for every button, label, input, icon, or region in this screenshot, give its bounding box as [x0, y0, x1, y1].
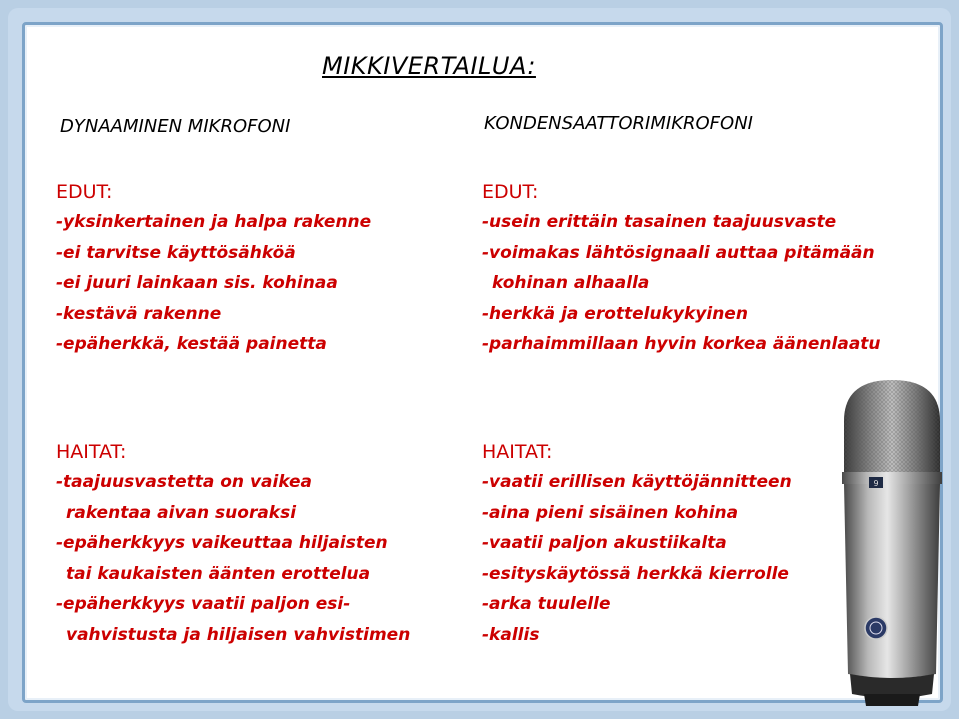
list-item: kohinan alhaalla: [492, 273, 650, 293]
list-item: -taajuusvastetta on vaikea: [56, 472, 313, 492]
list-item: -vaatii erillisen käyttöjännitteen: [482, 472, 792, 492]
svg-text:9: 9: [873, 479, 879, 488]
list-item: -usein erittäin tasainen taajuusvaste: [482, 212, 837, 232]
list-item: tai kaukaisten äänten erottelua: [66, 563, 371, 584]
list-item: rakentaa aivan suoraksi: [66, 502, 297, 523]
list-item: -yksinkertainen ja halpa rakenne: [56, 212, 372, 232]
list-item: -esityskäytössä herkkä kierrolle: [482, 563, 789, 584]
list-item: -vaatii paljon akustiikalta: [482, 533, 727, 553]
list-item: -ei juuri lainkaan sis. kohinaa: [56, 273, 338, 293]
list-item: -arka tuulelle: [482, 594, 611, 614]
left-pros-header: EDUT:: [56, 181, 113, 203]
list-item: -epäherkkyys vaatii paljon esi-: [56, 594, 351, 614]
right-pros: [482, 177, 881, 360]
list-item: vahvistusta ja hiljaisen vahvistimen: [66, 624, 411, 645]
left-cons-header: HAITAT:: [56, 441, 127, 463]
list-item: -epäherkkä, kestää painetta: [56, 334, 327, 354]
right-pros-header: EDUT:: [482, 181, 539, 203]
right-column-heading: KONDENSAATTORIMIKROFONI: [484, 113, 753, 134]
list-item: -aina pieni sisäinen kohina: [482, 502, 739, 523]
left-column-heading: DYNAAMINEN MIKROFONI: [60, 116, 291, 137]
right-cons-header: HAITAT:: [482, 441, 553, 463]
list-item: -voimakas lähtösignaali auttaa pitämään: [482, 242, 875, 263]
page-title: MIKKIVERTAILUA:: [322, 52, 536, 80]
list-item: -kestävä rakenne: [56, 303, 222, 324]
list-item: -parhaimmillaan hyvin korkea äänenlaatu: [482, 334, 881, 354]
condenser-microphone-icon: [836, 376, 948, 706]
list-item: -kallis: [482, 624, 540, 645]
list-item: -ei tarvitse käyttösähköä: [56, 242, 296, 263]
list-item: -herkkä ja erottelukykyinen: [482, 303, 748, 324]
left-cons: [56, 437, 410, 650]
left-pros: [56, 177, 371, 360]
right-cons: [482, 437, 792, 650]
list-item: -epäherkkyys vaikeuttaa hiljaisten: [56, 533, 388, 553]
